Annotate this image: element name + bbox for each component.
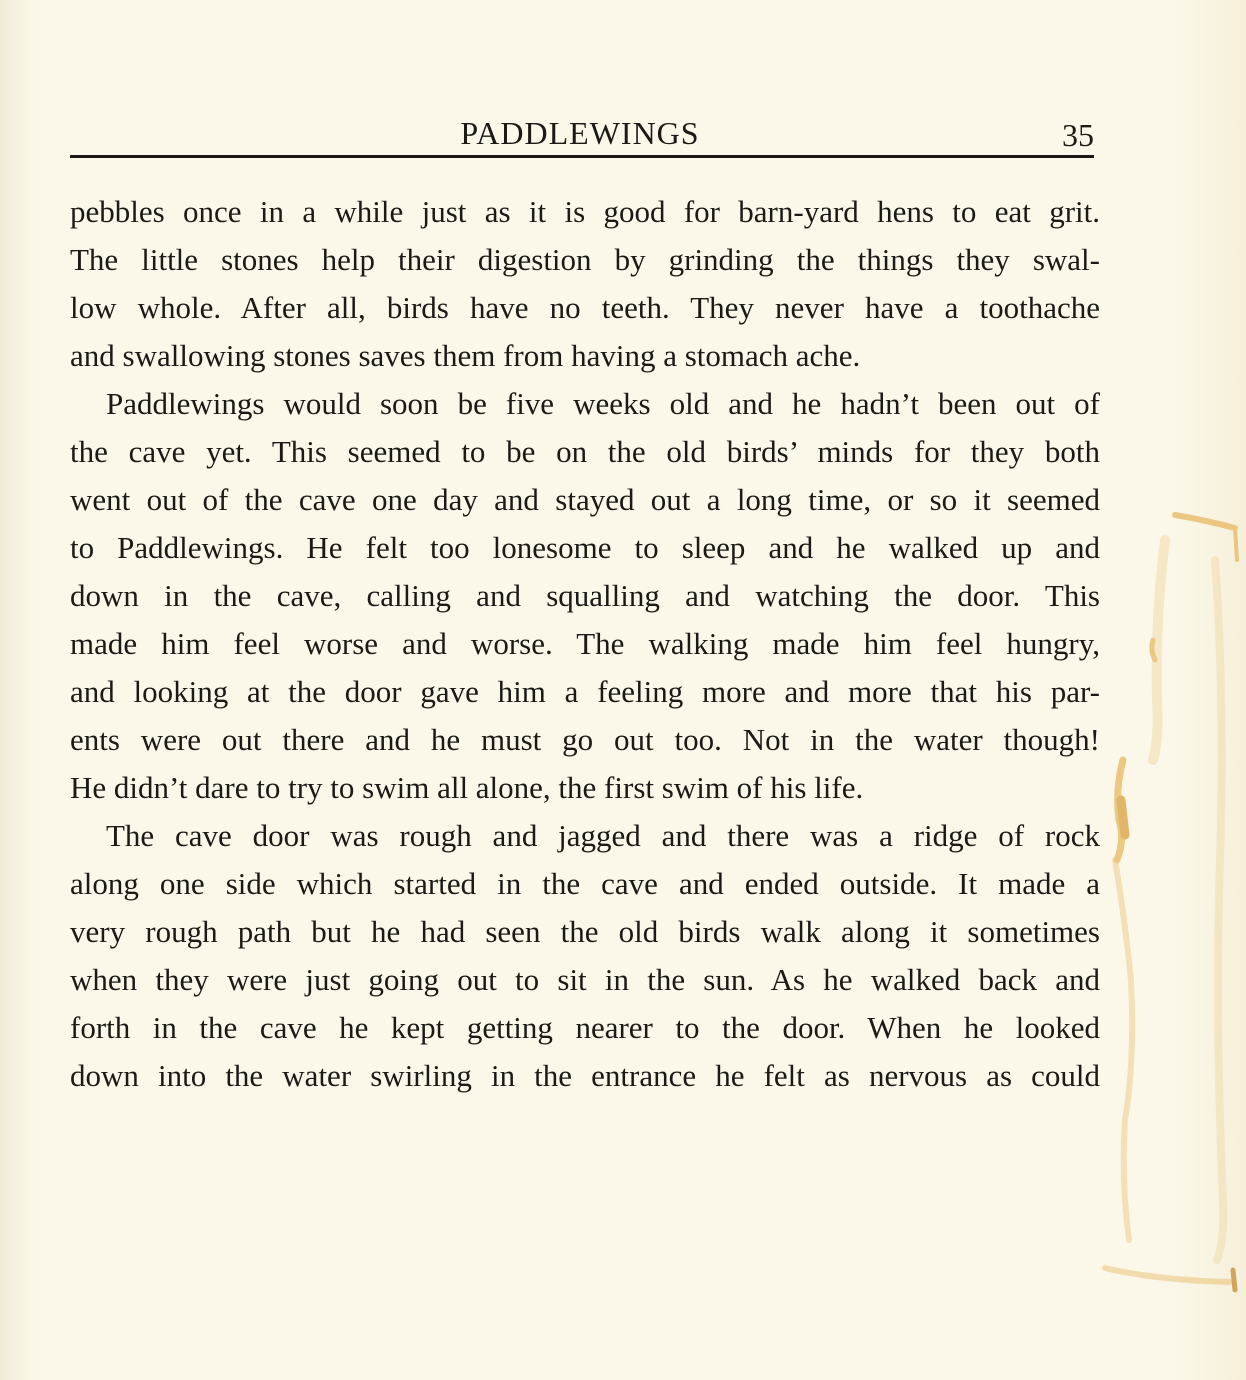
text-line: low whole. After all, birds have no teeth. They never have a toothache bbox=[70, 290, 1100, 325]
text-line: forth in the cave he kept getting nearer to the door. When he looked bbox=[70, 1010, 1100, 1045]
text-line: the cave yet. This seemed to be on the old birds’ minds for they both bbox=[70, 434, 1100, 469]
text-line: went out of the cave one day and stayed out a long time, or so it seemed bbox=[70, 482, 1100, 517]
running-head bbox=[70, 112, 1094, 154]
text-line: He didn’t dare to try to swim all alone, the first swim of his life. bbox=[70, 770, 864, 805]
crayon-bracket-mark bbox=[1095, 500, 1245, 1300]
text-line: ents were out there and he must go out too. Not in the water though! bbox=[70, 722, 1100, 757]
text-line: along one side which started in the cave and ended outside. It made a bbox=[70, 866, 1100, 901]
header-rule bbox=[70, 155, 1094, 158]
text-line: very rough path but he had seen the old birds walk along it sometimes bbox=[70, 914, 1100, 949]
text-line: The cave door was rough and jagged and there was a ridge of rock bbox=[106, 818, 1100, 853]
text-line: when they were just going out to sit in the sun. As he walked back and bbox=[70, 962, 1100, 997]
text-line: down into the water swirling in the entrance he felt as nervous as could bbox=[70, 1058, 1100, 1093]
page-number: 35 bbox=[1062, 117, 1094, 153]
text-line: pebbles once in a while just as it is good for barn-yard hens to eat grit. bbox=[70, 194, 1100, 229]
chapter-title-text: PADDLEWINGS bbox=[460, 115, 700, 151]
text-line: and looking at the door gave him a feeling more and more that his par- bbox=[70, 674, 1100, 709]
text-line: and swallowing stones saves them from having a stomach ache. bbox=[70, 338, 861, 373]
text-line: to Paddlewings. He felt too lonesome to sleep and he walked up and bbox=[70, 530, 1100, 565]
text-line: Paddlewings would soon be five weeks old and he hadn’t been out of bbox=[106, 386, 1100, 421]
text-line: The little stones help their digestion by grinding the things they swal- bbox=[70, 242, 1100, 277]
text-line: down in the cave, calling and squalling and watching the door. This bbox=[70, 578, 1100, 613]
text-line: made him feel worse and worse. The walking made him feel hungry, bbox=[70, 626, 1100, 661]
body-text bbox=[70, 188, 1100, 1100]
chapter-title bbox=[0, 112, 1160, 154]
